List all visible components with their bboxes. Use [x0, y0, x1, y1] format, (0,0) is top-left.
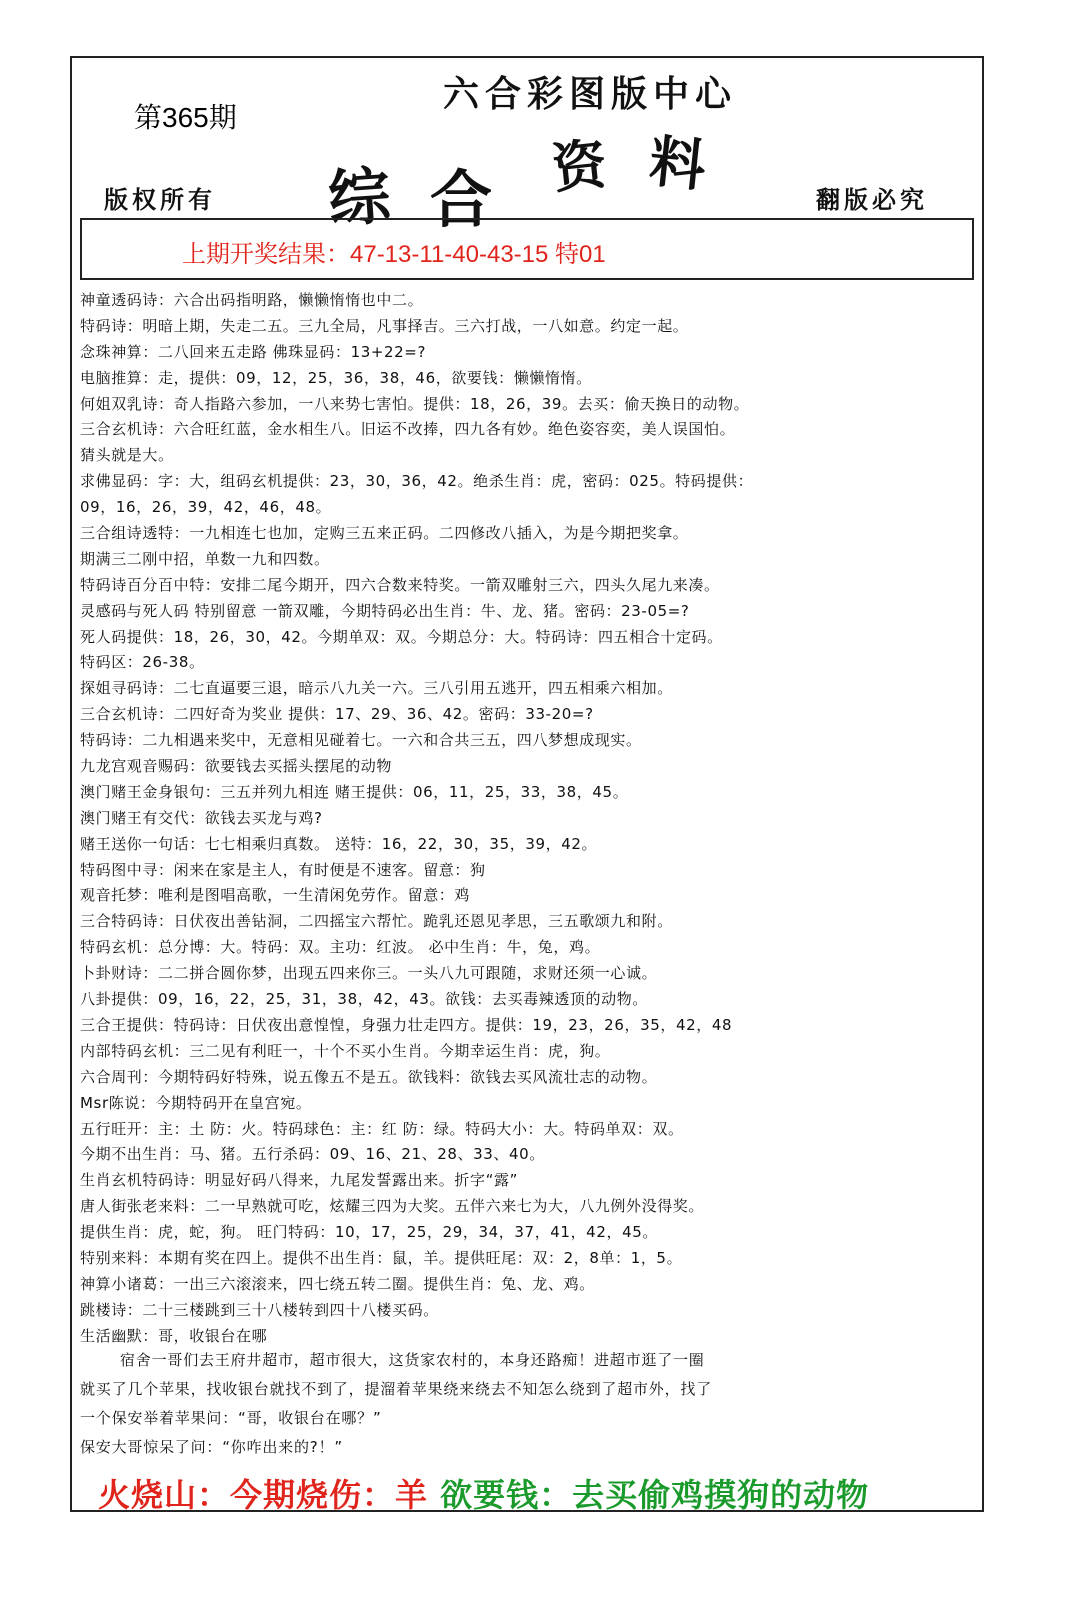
tip-line: 九龙宫观音赐码：欲要钱去买摇头摆尾的动物 [80, 757, 393, 776]
main-title-char-3: 资 [549, 131, 610, 201]
tip-line: 求佛显码：字：大，组码玄机提供：23，30，36，42。绝杀生肖：虎，密码：025。特码提供： [80, 472, 754, 491]
tip-line: 灵感码与死人码 特别留意 一箭双雕，今期特码必出生肖：牛、龙、猪。密码：23-05=? [80, 601, 690, 620]
banner-red-text: 火烧山：今期烧伤：羊 [98, 1476, 429, 1514]
piracy-tag: 翻版必究 [816, 185, 928, 214]
story-line: 宿舍一哥们去王府井超市，超市很大，这货家农村的，本身还路痴！进超市逛了一圈 [120, 1351, 705, 1369]
bottom-banner [98, 1470, 869, 1516]
issue-number: 第365期 [134, 102, 237, 133]
last-result-box [80, 218, 974, 280]
tip-line: 跳楼诗：二十三楼跳到三十八楼转到四十八楼买码。 [80, 1300, 439, 1319]
tip-line: 特码区：26-38。 [80, 653, 205, 672]
tip-line: 探姐寻码诗：二七直逼要三退，暗示八九关一六。三八引用五逃开，四五相乘六相加。 [80, 679, 673, 698]
tip-line: 猜头就是大。 [80, 446, 174, 465]
tip-line: 电脑推算：走，提供：09，12，25，36，38，46，欲要钱：懒懒惰惰。 [80, 368, 592, 387]
tip-line: 生肖玄机特码诗：明显好码八得来，九尾发誓露出来。折字“露” [80, 1171, 518, 1190]
main-title [320, 120, 780, 237]
tip-line: 内部特码玄机：三二见有利旺一，十个不买小生肖。今期幸运生肖：虎，狗。 [80, 1041, 611, 1060]
tip-line: 特别来料：本期有奖在四上。提供不出生肖：鼠，羊。提供旺尾：双：2，8单：1，5。 [80, 1248, 683, 1267]
tip-line: 期满三二刚中招，单数一九和四数。 [80, 549, 330, 568]
story-line: 保安大哥惊呆了问：“你咋出来的?！” [80, 1438, 343, 1456]
story-line: 就买了几个苹果，找收银台就找不到了，提溜着苹果绕来绕去不知怎么绕到了超市外，找了 [80, 1380, 713, 1398]
tip-line: 特码诗：二九相遇来奖中，无意相见碰着七。一六和合共三五，四八梦想成现实。 [80, 731, 642, 750]
tip-line: 六合周刊：今期特码好特殊，说五像五不是五。欲钱料：欲钱去买风流壮志的动物。 [80, 1067, 658, 1086]
main-title-char-1: 综 [325, 158, 393, 237]
tip-line: 三合玄机诗：二四好奇为奖业 提供：17、29、36、42。密码：33-20=? [80, 705, 594, 724]
tips-list [80, 288, 978, 1350]
tip-line: 三合特码诗：日伏夜出善钻洞，二四摇宝六帮忙。跪乳还恩见孝思，三五歌颂九和附。 [80, 912, 673, 931]
tip-line: 特码诗：明暗上期，失走二五。三九全局，凡事择吉。三六打战，一八如意。约定一起。 [80, 316, 689, 335]
tip-line: Msr陈说：今期特码开在皇宫宛。 [80, 1093, 312, 1112]
tip-line: 神童透码诗：六合出码指明路，懒懒惰惰也中二。 [80, 291, 424, 309]
tip-line: 五行旺开：主：土 防：火。特码球色：主：红 防：绿。特码大小：大。特码单双：双。 [80, 1119, 684, 1138]
last-result-text: 上期开奖结果：47-13-11-40-43-15 特01 [182, 241, 606, 268]
tip-line: 提供生肖：虎，蛇，狗。 旺门特码：10，17，25，29，34，37，41，42，45。 [80, 1223, 658, 1242]
tip-line: 何姐双乳诗：奇人指路六参加，一八来势七害怕。提供：18，26，39。去买：偷天换日的动物。 [80, 394, 750, 413]
tip-line: 今期不出生肖：马、猪。五行杀码：09、16、21、28、33、40。 [80, 1145, 545, 1164]
banner-green-text: 欲要钱：去买偷鸡摸狗的动物 [440, 1476, 870, 1514]
tip-line: 澳门赌王有交代：欲钱去买龙与鸡? [80, 808, 323, 827]
tip-line: 神算小诸葛：一出三六滚滚来，四七绕五转二圈。提供生肖：兔、龙、鸡。 [80, 1274, 595, 1293]
copyright-tag: 版权所有 [104, 185, 216, 214]
main-title-char-4: 料 [646, 128, 709, 200]
tip-line: 三合王提供：特码诗：日伏夜出意惶惶，身强力壮走四方。提供：19，23，26，35，42，48 [80, 1015, 733, 1034]
story-line: 一个保安举着苹果问：“哥，收银台在哪？” [80, 1409, 382, 1427]
tip-line: 赌王送你一句话：七七相乘归真数。 送特：16，22，30，35，39，42。 [80, 834, 598, 853]
tip-line: 观音托梦：唯利是图唱高歌，一生清闲免劳作。留意：鸡 [80, 886, 471, 905]
tip-line: 特码诗百分百中特：安排二尾今期开，四六合数来特奖。一箭双雕射三六，四头久尾九来凑。 [80, 575, 720, 594]
tip-line: 特码图中寻：闲来在家是主人，有时便是不速客。留意：狗 [80, 860, 486, 879]
tip-line: 念珠神算：二八回来五走路 佛珠显码：13+22=? [80, 342, 427, 361]
tip-line: 三合玄机诗：六合旺红蓝，金水相生八。旧运不改捧，四九各有妙。绝色姿容奕，美人误国怕。 [80, 420, 736, 439]
tip-line: 特码玄机：总分博：大。特码：双。主功：红波。 必中生肖：牛，兔，鸡。 [80, 938, 601, 957]
tip-line: 死人码提供：18，26，30，42。今期单双：双。今期总分：大。特码诗：四五相合十定码。 [80, 627, 723, 646]
tip-line: 三合组诗透特：一九相连七也加，定购三五来正码。二四修改八插入，为是今期把奖拿。 [80, 524, 689, 543]
humor-story [80, 1346, 978, 1462]
tip-line: 澳门赌王金身银句：三五并列九相连 赌王提供：06，11，25，33，38，45。 [80, 782, 629, 801]
tip-line: 唐人街张老来料：二一早熟就可吃，炫耀三四为大奖。五伴六来七为大，八九例外没得奖。 [80, 1197, 705, 1216]
publisher-title: 六合彩图版中心 [442, 73, 737, 115]
tip-line: 生活幽默：哥，收银台在哪 [80, 1326, 268, 1345]
tip-line: 卜卦财诗：二二拼合圆你梦，出现五四来你三。一头八九可跟随，求财还须一心诚。 [80, 964, 658, 983]
tip-line: 09，16，26，39，42，46，48。 [80, 498, 332, 517]
tip-line: 八卦提供：09，16，22，25，31，38，42，43。欲钱：去买毒辣透顶的动物。 [80, 990, 648, 1009]
main-title-char-2: 合 [430, 163, 493, 236]
